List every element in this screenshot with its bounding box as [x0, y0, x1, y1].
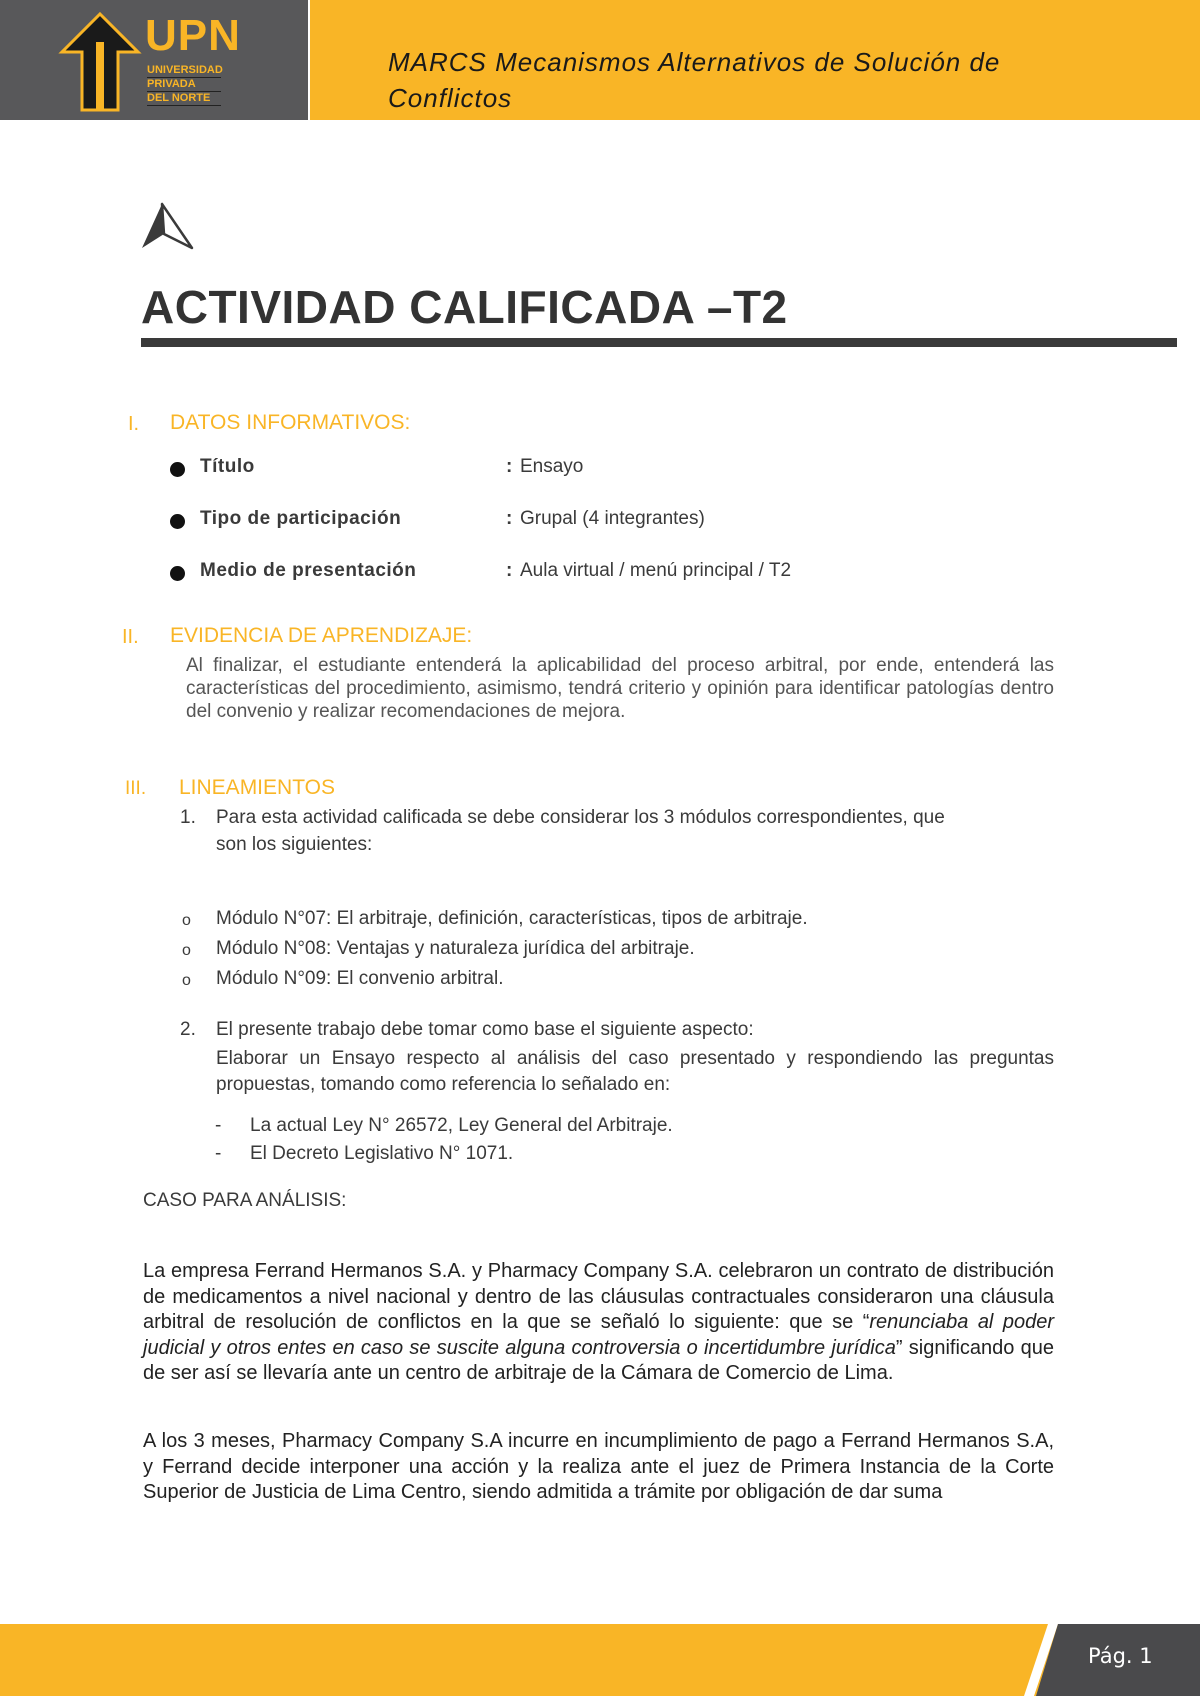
module-item: Módulo N°09: El convenio arbitral.: [216, 968, 504, 989]
module-item: Módulo N°07: El arbitraje, definición, características, tipos de arbitraje.: [216, 908, 808, 929]
list-item-text: Para esta actividad calificada se debe considerar los 3 módulos correspondientes, que: [216, 807, 945, 828]
case-paragraph-2: A los 3 meses, Pharmacy Company S.A incurre en incumplimiento de pago a Ferrand Hermanos S.A, y Ferrand decide interponer una acción y la realiza ante el juez de Primera Instancia de la Corte Superior de Justicia de Lima Centro, siendo admitida a trámite por obligación de dar suma: [143, 1430, 1054, 1503]
law-item: El Decreto Legislativo N° 1071.: [250, 1143, 514, 1164]
case-label: CASO PARA ANÁLISIS:: [143, 1190, 347, 1211]
info-label: Título: [200, 456, 255, 477]
module-item: Módulo N°08: Ventajas y naturaleza jurídica del arbitraje.: [216, 938, 695, 959]
dash-bullet: -: [215, 1115, 222, 1136]
logo-subtitle: UNIVERSIDAD PRIVADA DEL NORTE: [147, 64, 223, 104]
section-heading-lineamientos: LINEAMIENTOS: [179, 776, 335, 799]
info-colon: :: [506, 560, 513, 581]
info-colon: :: [506, 456, 513, 477]
dash-bullet: -: [215, 1143, 222, 1164]
section-number: III.: [125, 778, 147, 799]
page-number: Pág. 1: [1088, 1644, 1153, 1668]
bullet-icon: [170, 514, 185, 529]
university-logo: [0, 0, 308, 120]
list-number: 1.: [180, 807, 196, 828]
circle-bullet-icon: o: [182, 972, 191, 989]
course-title: MARCS Mecanismos Alternativos de Solución de Conflictos: [388, 47, 1001, 113]
section-heading-datos: DATOS INFORMATIVOS:: [170, 411, 411, 434]
compass-arrow-icon: [140, 202, 196, 250]
circle-bullet-icon: o: [182, 912, 191, 929]
section-number: II.: [122, 626, 139, 648]
section-heading-evidencia: EVIDENCIA DE APRENDIZAJE:: [170, 624, 473, 647]
info-label: Medio de presentación: [200, 560, 417, 581]
page-title: ACTIVIDAD CALIFICADA –T2: [141, 281, 788, 333]
info-value: Ensayo: [520, 456, 584, 477]
title-divider: [141, 338, 1177, 347]
list-item-text: son los siguientes:: [216, 834, 373, 855]
circle-bullet-icon: o: [182, 942, 191, 959]
list-number: 2.: [180, 1019, 196, 1040]
info-value: Grupal (4 integrantes): [520, 508, 705, 529]
law-item: La actual Ley N° 26572, Ley General del Arbitraje.: [250, 1115, 673, 1136]
info-label: Tipo de participación: [200, 508, 402, 529]
bullet-icon: [170, 462, 185, 477]
list-item-paragraph: Elaborar un Ensayo respecto al análisis del caso presentado y respondiendo las preguntas propuestas, tomando como referencia lo señalado en:: [216, 1048, 1054, 1095]
info-value: Aula virtual / menú principal / T2: [520, 560, 792, 581]
section-number: I.: [128, 413, 140, 435]
info-colon: :: [506, 508, 513, 529]
footer-bar: [0, 1624, 1200, 1696]
bullet-icon: [170, 566, 185, 581]
case-paragraph-1: La empresa Ferrand Hermanos S.A. y Pharmacy Company S.A. celebraron un contrato de distribución de medicamentos a nivel nacional y dentro de las cláusulas contractuales consideraron una cláusula arbitral de resolución de conflictos en la que se señaló lo siguiente: que se “renunciaba al poder judicial y otros entes en caso se suscite alguna controversia o incertidumbre jurídica” significando que de ser así se llevaría ante un centro de arbitraje de la Cámara de Comercio de Lima.: [143, 1260, 1055, 1384]
upn-arrow-icon: [60, 12, 140, 112]
case-quote: renunciaba al poder judicial y otros entes en caso se suscite alguna controversia o incertidumbre jurídica: [143, 1311, 1055, 1359]
evidence-paragraph: Al finalizar, el estudiante entenderá la aplicabilidad del proceso arbitral, por ende, entenderá las características del procedimiento, asimismo, tendrá criterio y opinión para identificar patologías dentro del convenio y realizar recomendaciones de mejora.: [186, 655, 1054, 722]
logo-wordmark: UPN: [145, 11, 241, 60]
list-item-text: El presente trabajo debe tomar como base el siguiente aspecto:: [216, 1019, 754, 1040]
